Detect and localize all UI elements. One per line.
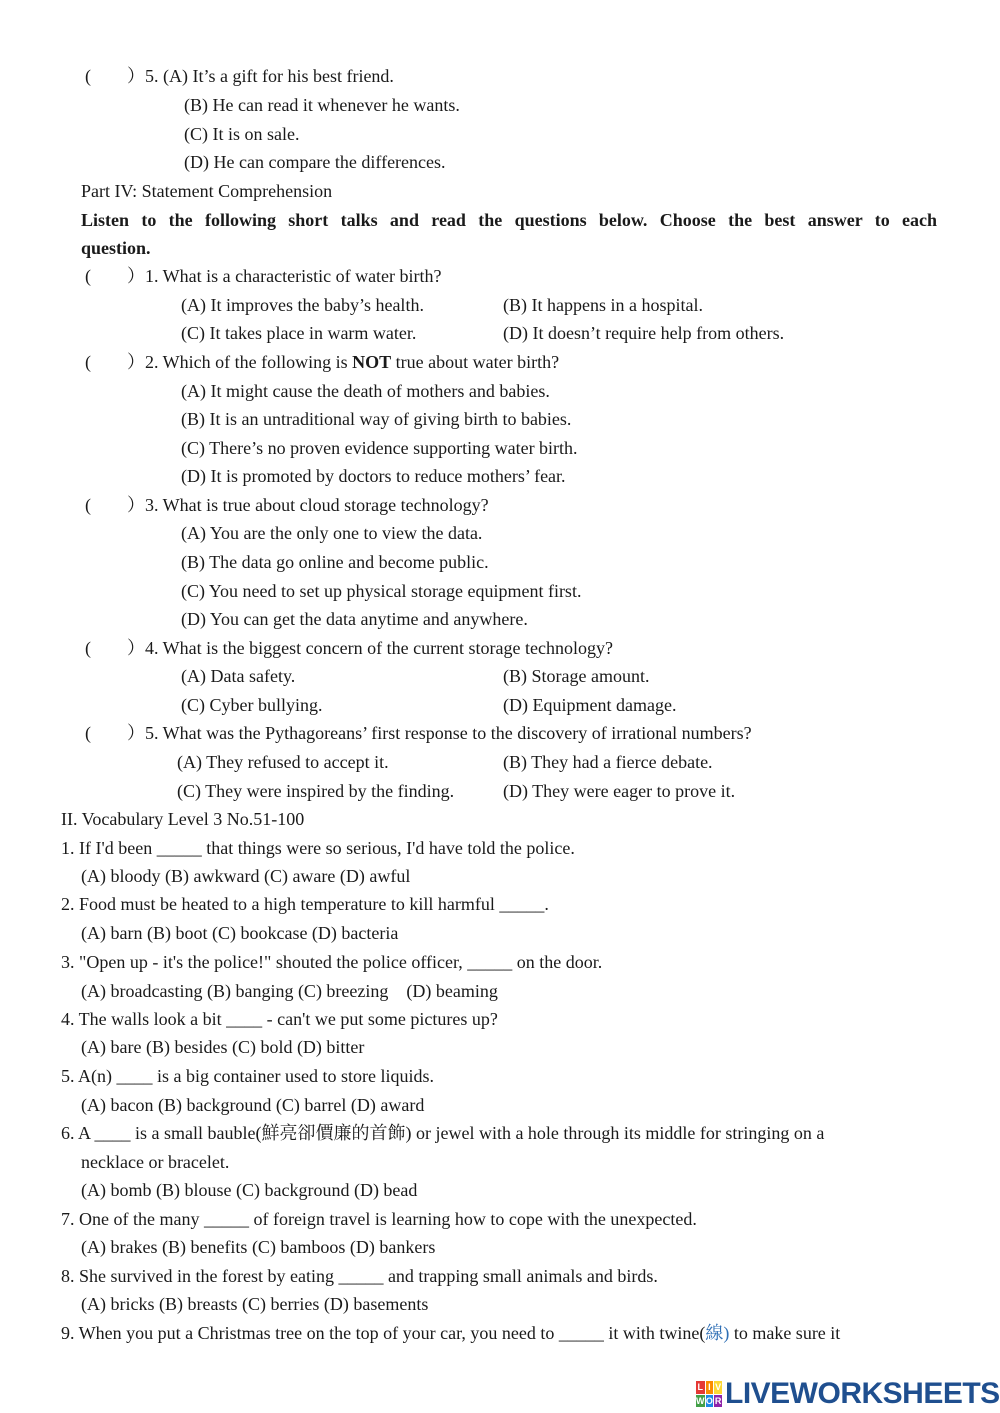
vocab-q8-options: (A) bricks (B) breasts (C) berries (D) basements	[81, 1294, 429, 1314]
liveworksheets-mark-icon	[696, 1381, 722, 1407]
part3-q5-stem: ( ）5. (A) It’s a gift for his best friend.	[85, 66, 394, 86]
vocab-q9-pre: 9. When you put a Christmas tree on the top of your car, you need to _____ it with twine(	[61, 1323, 706, 1343]
part4-q2-option-b: (B) It is an untraditional way of giving birth to babies.	[181, 409, 572, 429]
vocab-q4: 4. The walls look a bit ____ - can't we put some pictures up?	[61, 1009, 498, 1029]
part4-q2-stem-pre: ( ）2. Which of the following is	[85, 352, 353, 372]
part4-instruction-line1: Listen to the following short talks and read the questions below. Choose the best answer to each	[81, 210, 937, 230]
part3-q5-option-c: (C) It is on sale.	[184, 124, 300, 144]
part4-q1-option-c: (C) It takes place in warm water.	[181, 323, 417, 343]
part4-q5-option-b: (B) They had a fierce debate.	[503, 752, 713, 772]
vocab-q6: 6. A ____ is a small bauble(鮮亮卻價廉的首飾) or jewel with a hole through its middle for stringing on a	[61, 1123, 825, 1143]
vocab-q6-options: (A) bomb (B) blouse (C) background (D) bead	[81, 1180, 418, 1200]
part4-q1-option-a: (A) It improves the baby’s health.	[181, 295, 424, 315]
vocab-q8: 8. She survived in the forest by eating _____ and trapping small animals and birds.	[61, 1266, 658, 1286]
vocab-q4-options: (A) bare (B) besides (C) bold (D) bitter	[81, 1037, 365, 1057]
part4-q2-stem-post: true about water birth?	[391, 352, 560, 372]
part4-q3-option-b: (B) The data go online and become public.	[181, 552, 489, 572]
part4-q3-option-a: (A) You are the only one to view the data.	[181, 523, 483, 543]
mark-cell: O	[705, 1395, 713, 1406]
part4-q3-stem: ( ）3. What is true about cloud storage technology?	[85, 495, 489, 515]
vocab-q7: 7. One of the many _____ of foreign travel is learning how to cope with the unexpected.	[61, 1209, 697, 1229]
vocab-q3-options: (A) broadcasting (B) banging (C) breezing (D) beaming	[81, 981, 498, 1001]
mark-cell: I	[706, 1381, 714, 1394]
part4-q2-option-c: (C) There’s no proven evidence supporting water birth.	[181, 438, 578, 458]
vocab-q1-options: (A) bloody (B) awkward (C) aware (D) awful	[81, 866, 411, 886]
part4-q5-option-c: (C) They were inspired by the finding.	[177, 781, 455, 801]
mark-cell: L	[697, 1382, 703, 1393]
mark-cell: W	[696, 1395, 705, 1406]
vocab-q6-line2: necklace or bracelet.	[81, 1152, 230, 1172]
part4-q1-option-b: (B) It happens in a hospital.	[503, 295, 703, 315]
part4-q5-stem: ( ）5. What was the Pythagoreans’ first response to the discovery of irrational numbers?	[85, 723, 752, 743]
vocab-q1: 1. If I'd been _____ that things were so serious, I'd have told the police.	[61, 838, 575, 858]
part4-q4-option-c: (C) Cyber bullying.	[181, 695, 323, 715]
vocab-q3: 3. "Open up - it's the police!" shouted the police officer, _____ on the door.	[61, 952, 603, 972]
part4-q5-option-a: (A) They refused to accept it.	[177, 752, 389, 772]
liveworksheets-wordmark: LIVEWORKSHEETS	[725, 1377, 1000, 1410]
vocab-q5: 5. A(n) ____ is a big container used to store liquids.	[61, 1066, 434, 1086]
part4-q1-stem: ( ）1. What is a characteristic of water birth?	[85, 266, 442, 286]
part4-q3-option-d: (D) You can get the data anytime and anywhere.	[181, 609, 528, 629]
part4-q4-option-a: (A) Data safety.	[181, 666, 296, 686]
mark-cell: R	[714, 1395, 722, 1406]
part4-q2-stem-emphasis: NOT	[352, 352, 392, 372]
part4-instruction-line2: question.	[81, 238, 151, 258]
part3-q5-option-b: (B) He can read it whenever he wants.	[184, 95, 460, 115]
part3-q5-option-d: (D) He can compare the differences.	[184, 152, 446, 172]
mark-cell: V	[715, 1382, 722, 1393]
part4-q5-option-d: (D) They were eager to prove it.	[503, 781, 736, 801]
vocab-q7-options: (A) brakes (B) benefits (C) bamboos (D) bankers	[81, 1237, 436, 1257]
vocab-title: II. Vocabulary Level 3 No.51-100	[61, 809, 305, 829]
part4-q4-option-d: (D) Equipment damage.	[503, 695, 677, 715]
vocab-q2-options: (A) barn (B) boot (C) bookcase (D) bacteria	[81, 923, 399, 943]
part4-q2-option-a: (A) It might cause the death of mothers and babies.	[181, 381, 550, 401]
part4-q4-stem: ( ）4. What is the biggest concern of the current storage technology?	[85, 638, 614, 658]
part4-q4-option-b: (B) Storage amount.	[503, 666, 650, 686]
part4-q3-option-c: (C) You need to set up physical storage equipment first.	[181, 581, 582, 601]
part4-q2-option-d: (D) It is promoted by doctors to reduce mothers’ fear.	[181, 466, 566, 486]
part4-q1-option-d: (D) It doesn’t require help from others.	[503, 323, 785, 343]
vocab-q2: 2. Food must be heated to a high temperature to kill harmful _____.	[61, 894, 549, 914]
liveworksheets-logo	[696, 1378, 1000, 1410]
vocab-q9-chinese-gloss: 線)	[705, 1323, 730, 1343]
part4-title: Part IV: Statement Comprehension	[81, 181, 333, 201]
vocab-q9	[61, 1322, 840, 1344]
vocab-q9-post: to make sure it	[729, 1323, 841, 1343]
vocab-q5-options: (A) bacon (B) background (C) barrel (D) award	[81, 1095, 425, 1115]
part4-q2-stem	[85, 351, 559, 373]
